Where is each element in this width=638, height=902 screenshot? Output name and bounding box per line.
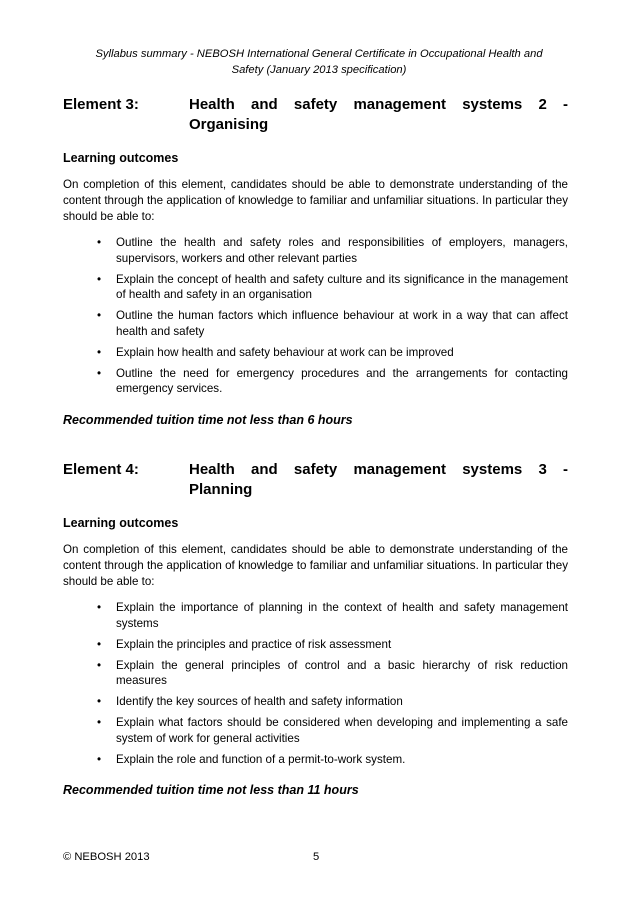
list-item [63, 694, 568, 710]
element-title [189, 460, 568, 500]
bullet-icon: • [97, 236, 102, 249]
header-line-2: Safety (January 2013 specification) [231, 64, 407, 76]
list-item [63, 366, 568, 397]
page-header [70, 46, 568, 78]
element-3-section [63, 95, 568, 427]
list-item [63, 235, 568, 266]
element-label: Element 3: [63, 96, 139, 113]
page-number: 5 [313, 851, 320, 863]
outcome-text: Outline the health and safety roles and responsibilities of employers, managers, supervisors, workers and other relevant parties [116, 236, 568, 265]
element-title-line-1: Health and safety management systems 3 - [189, 461, 568, 478]
header-line-1: Syllabus summary - NEBOSH International General Certificate in Occupational Health and [95, 48, 543, 60]
outcome-text: Explain the concept of health and safety culture and its significance in the management of health and safety in an organisation [116, 272, 568, 301]
bullet-icon: • [97, 637, 102, 651]
element-4-section [63, 460, 568, 797]
element-heading [63, 95, 568, 135]
element-title-line-2: Planning [189, 481, 253, 498]
bullet-icon: • [97, 272, 102, 286]
learning-outcomes-heading: Learning outcomes [63, 151, 179, 165]
list-item [63, 308, 568, 339]
outcomes-list [63, 600, 568, 767]
outcome-text: Explain how health and safety behaviour at work can be improved [116, 345, 454, 359]
intro-paragraph: On completion of this element, candidates should be able to demonstrate understanding of the content through the application of knowledge to familiar and unfamiliar situations. In particular they should be able to: [63, 543, 568, 588]
bullet-icon: • [97, 601, 102, 614]
list-item [63, 658, 568, 689]
list-item [63, 272, 568, 303]
element-title [189, 95, 568, 135]
learning-outcomes-heading: Learning outcomes [63, 516, 179, 530]
element-heading [63, 460, 568, 500]
element-label: Element 4: [63, 461, 139, 478]
list-item [63, 715, 568, 746]
list-item [63, 637, 568, 653]
bullet-icon: • [97, 716, 102, 729]
bullet-icon: • [97, 752, 102, 766]
list-item [63, 752, 568, 768]
bullet-icon: • [97, 309, 102, 322]
list-item [63, 600, 568, 631]
bullet-icon: • [97, 366, 102, 380]
tuition-time: Recommended tuition time not less than 11 hours [63, 783, 359, 797]
outcome-text: Explain the general principles of control and a basic hierarchy of risk reduction measures [116, 658, 568, 687]
outcome-text: Explain the importance of planning in the context of health and safety management systems [116, 601, 568, 630]
outcome-text: Explain the role and function of a permit-to-work system. [116, 752, 406, 766]
outcome-text: Explain what factors should be considered when developing and implementing a safe system of work for general activities [116, 716, 568, 745]
outcome-text: Outline the need for emergency procedures and the arrangements for contacting emergency services. [116, 366, 568, 395]
outcome-text: Outline the human factors which influence behaviour at work in a way that can affect health and safety [116, 309, 568, 338]
intro-paragraph: On completion of this element, candidates should be able to demonstrate understanding of the content through the application of knowledge to familiar and unfamiliar situations. In particular they should be able to: [63, 178, 568, 223]
tuition-time: Recommended tuition time not less than 6 hours [63, 412, 353, 427]
outcomes-list [63, 235, 568, 397]
element-title-line-1: Health and safety management systems 2 - [189, 96, 568, 113]
bullet-icon: • [97, 658, 102, 672]
bullet-icon: • [97, 695, 102, 708]
footer-copyright: © NEBOSH 2013 [63, 851, 150, 863]
outcome-text: Explain the principles and practice of risk assessment [116, 637, 392, 651]
list-item [63, 345, 568, 361]
bullet-icon: • [97, 345, 102, 359]
outcome-text: Identify the key sources of health and safety information [116, 695, 403, 708]
element-title-line-2: Organising [189, 116, 269, 133]
